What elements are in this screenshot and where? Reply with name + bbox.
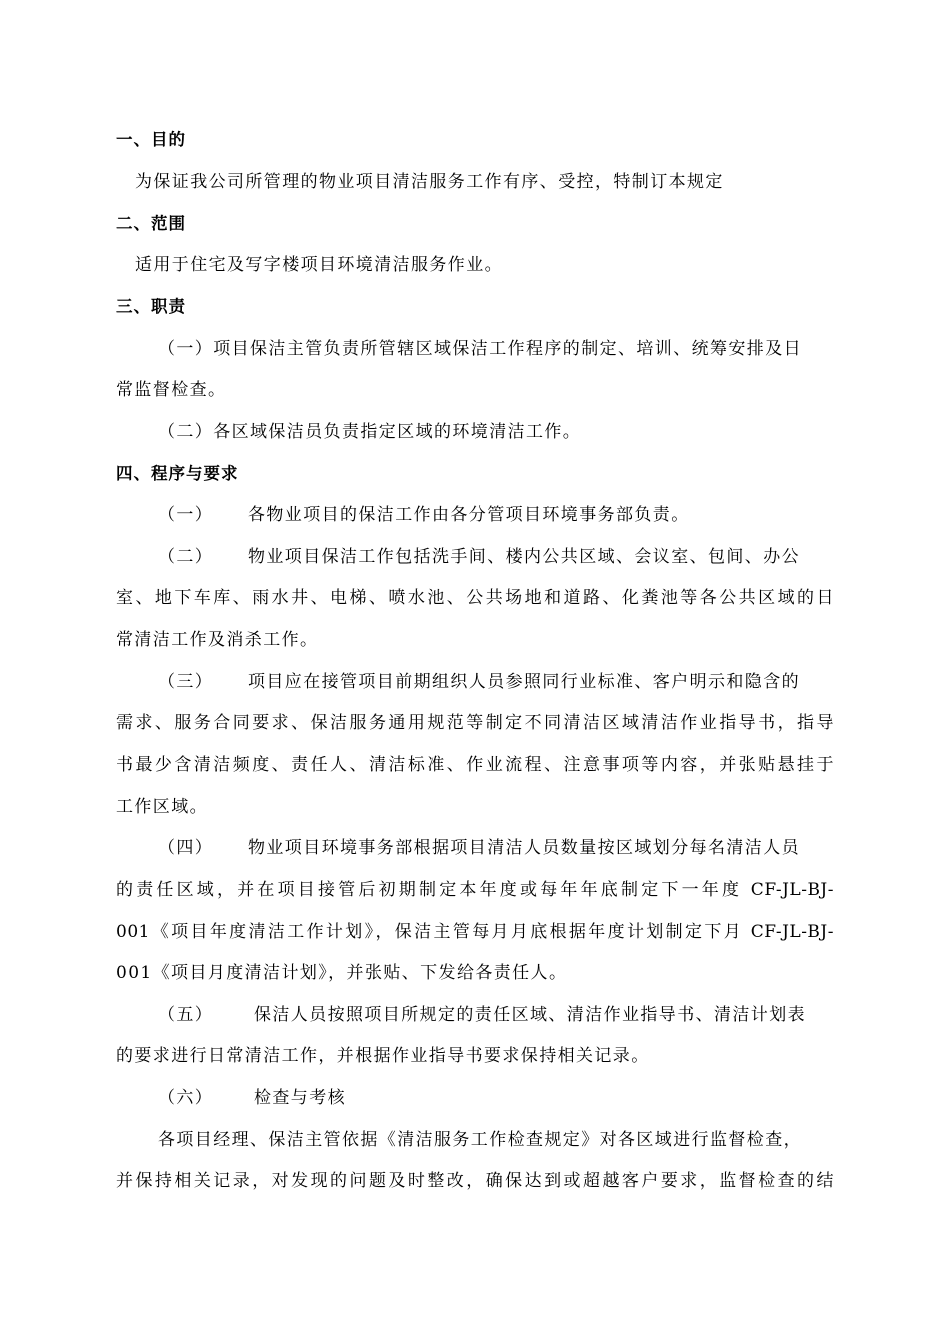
procedure-3-line3: 书最少含清洁频度、责任人、清洁标准、作业流程、注意事项等内容，并张贴悬挂于 [116, 755, 834, 775]
procedure-3-line2: 需求、服务合同要求、保洁服务通用规范等制定不同清洁区域清洁作业指导书，指导 [116, 713, 834, 733]
procedure-4-line1: 物业项目环境事务部根据项目清洁人员数量按区域划分每名清洁人员 [248, 838, 800, 858]
procedure-3-line4: 工作区域。 [116, 797, 208, 817]
procedure-3-line1: 项目应在接管项目前期组织人员参照同行业标准、客户明示和隐含的 [248, 672, 800, 692]
purpose-text: 为保证我公司所管理的物业项目清洁服务工作有序、受控，特制订本规定 [135, 172, 724, 192]
procedure-6-title: 检查与考核 [254, 1088, 346, 1108]
procedure-4-number: （四） [158, 838, 214, 858]
procedure-1-line1: 各物业项目的保洁工作由各分管项目环境事务部负责。 [248, 505, 690, 525]
procedure-4-line2: 的责任区域，并在项目接管后初期制定本年度或每年年底制定下一年度 CF-JL-BJ- [116, 880, 834, 900]
procedure-2-number: （二） [158, 547, 214, 567]
procedure-2-line3: 常清洁工作及消杀工作。 [116, 630, 319, 650]
duties-item2: （二）各区域保洁员负责指定区域的环境清洁工作。 [158, 422, 582, 442]
procedure-5-number: （五） [158, 1005, 214, 1025]
procedure-3-number: （三） [158, 672, 214, 692]
procedure-6-line1: 各项目经理、保洁主管依据《清洁服务工作检查规定》对各区域进行监督检查， [158, 1130, 802, 1150]
procedure-2-line2: 室、地下车库、雨水井、电梯、喷水池、公共场地和道路、化粪池等各公共区域的日 [116, 588, 834, 608]
procedure-4-line3: 001《项目年度清洁工作计划》，保洁主管每月月底根据年度计划制定下月 CF-JL-BJ- [116, 922, 834, 942]
section-heading-procedures: 四、程序与要求 [116, 464, 239, 483]
procedure-5-line2: 的要求进行日常清洁工作，并根据作业指导书要求保持相关记录。 [116, 1046, 650, 1066]
procedure-2-line1: 物业项目保洁工作包括洗手间、楼内公共区域、会议室、包间、办公 [248, 547, 800, 567]
procedure-6-number: （六） [158, 1088, 214, 1108]
scope-text: 适用于住宅及写字楼项目环境清洁服务作业。 [135, 255, 503, 275]
duties-item1-line2: 常监督检查。 [116, 380, 227, 400]
procedure-6-line2: 并保持相关记录，对发现的问题及时整改，确保达到或超越客户要求，监督检查的结 [116, 1171, 834, 1191]
procedure-1-number: （一） [158, 505, 214, 525]
section-heading-purpose: 一、目的 [116, 130, 186, 149]
procedure-5-line1: 保洁人员按照项目所规定的责任区域、清洁作业指导书、清洁计划表 [254, 1005, 806, 1025]
duties-item1-line1: （一）项目保洁主管负责所管辖区域保洁工作程序的制定、培训、统筹安排及日 [158, 339, 802, 359]
procedure-4-line4: 001《项目月度清洁计划》，并张贴、下发给各责任人。 [116, 963, 568, 983]
section-heading-duties: 三、职责 [116, 297, 186, 316]
section-heading-scope: 二、范围 [116, 214, 186, 233]
